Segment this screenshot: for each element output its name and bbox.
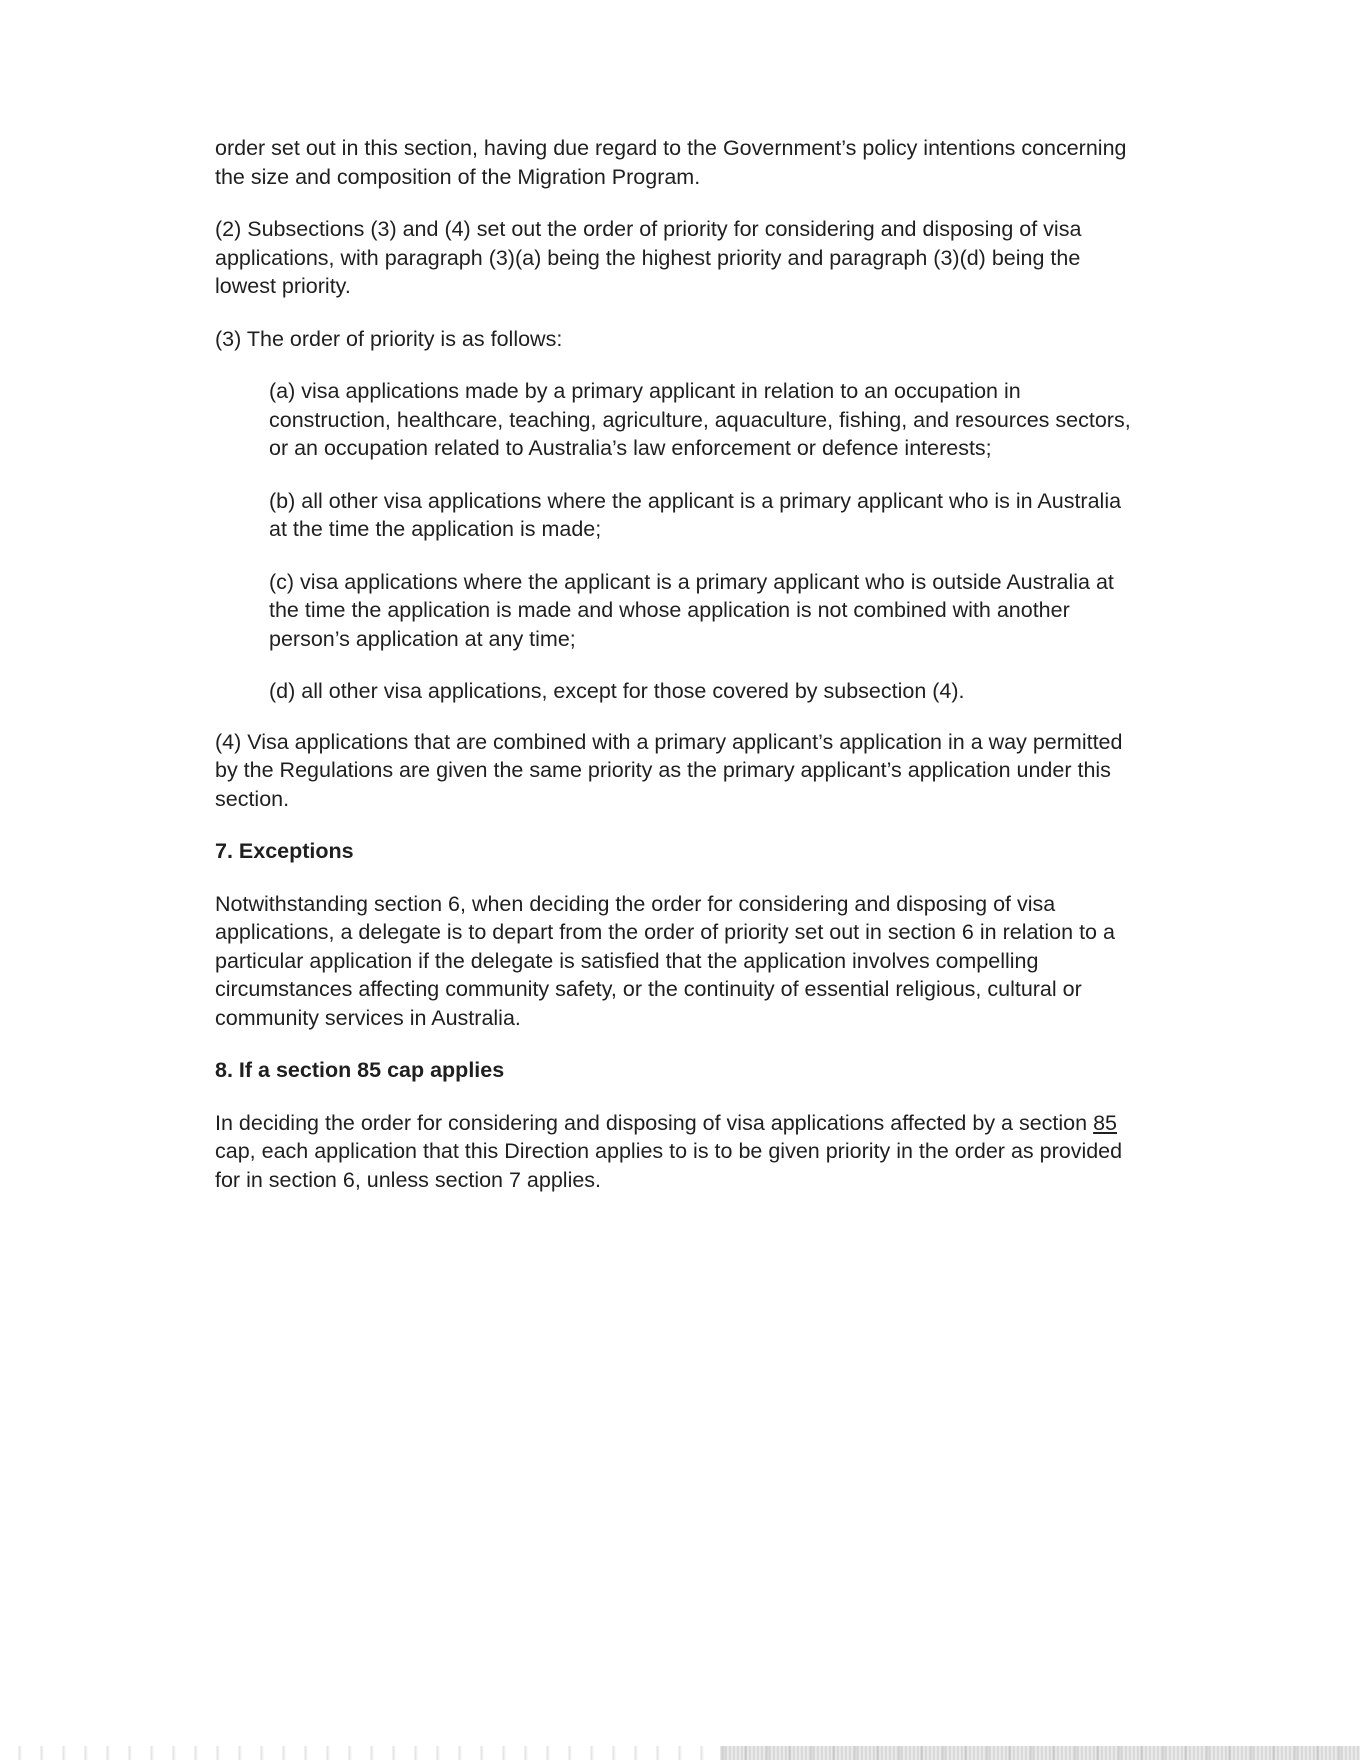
paragraph-subsection-2: (2) Subsections (3) and (4) set out the order of priority for considering and disposing of visa applications, with paragraph (3)(a) being the highest priority and paragraph (3)(d) being the lowest priority.	[215, 217, 1082, 298]
section-heading-section-85-cap: 8. If a section 85 cap applies	[215, 1058, 505, 1082]
section-85-reference-link[interactable]: 85	[1093, 1110, 1117, 1135]
paragraph-continued: order set out in this section, having due regard to the Government’s policy intentions concerning the size and composition of the Migration Program.	[215, 136, 1127, 189]
paragraph-section-85-cap	[215, 1109, 1135, 1195]
paragraph-section-85-text-end: cap, each application that this Direction applies to is to be given priority in the order as provided for in section 6, unless section 7 applies.	[215, 1139, 1123, 1192]
paragraph-subsection-3: (3) The order of priority is as follows:	[215, 326, 563, 351]
priority-item-d: (d) all other visa applications, except for those covered by subsection (4).	[269, 679, 965, 703]
section-heading-exceptions: 7. Exceptions	[215, 839, 354, 863]
priority-item-a: (a) visa applications made by a primary applicant in relation to an occupation in construction, healthcare, teaching, agriculture, aquaculture, fishing, and resources sectors, or an occupation related to Australia’s law enforcement or defence interests;	[269, 379, 1131, 460]
paragraph-exceptions: Notwithstanding section 6, when deciding the order for considering and disposing of visa applications, a delegate is to depart from the order of priority set out in section 6 in relation to a particular application if the delegate is satisfied that the application involves compelling circumstances affecting community safety, or the continuity of essential religious, cultural or community services in Australia.	[215, 891, 1115, 1030]
scan-artifact-band-right	[720, 1746, 1360, 1760]
paragraph-section-85-text-start: In deciding the order for considering and disposing of visa applications affected by a section	[215, 1110, 1094, 1135]
priority-item-b: (b) all other visa applications where the applicant is a primary applicant who is in Australia at the time the application is made;	[269, 488, 1122, 541]
document-body	[215, 134, 1135, 1218]
paragraph-subsection-4: (4) Visa applications that are combined with a primary applicant’s application in a way permitted by the Regulations are given the same priority as the primary applicant’s application under this section.	[215, 729, 1123, 811]
priority-item-c: (c) visa applications where the applicant is a primary applicant who is outside Australia at the time the application is made and whose application is not combined with another person’s application at any time;	[269, 569, 1114, 651]
